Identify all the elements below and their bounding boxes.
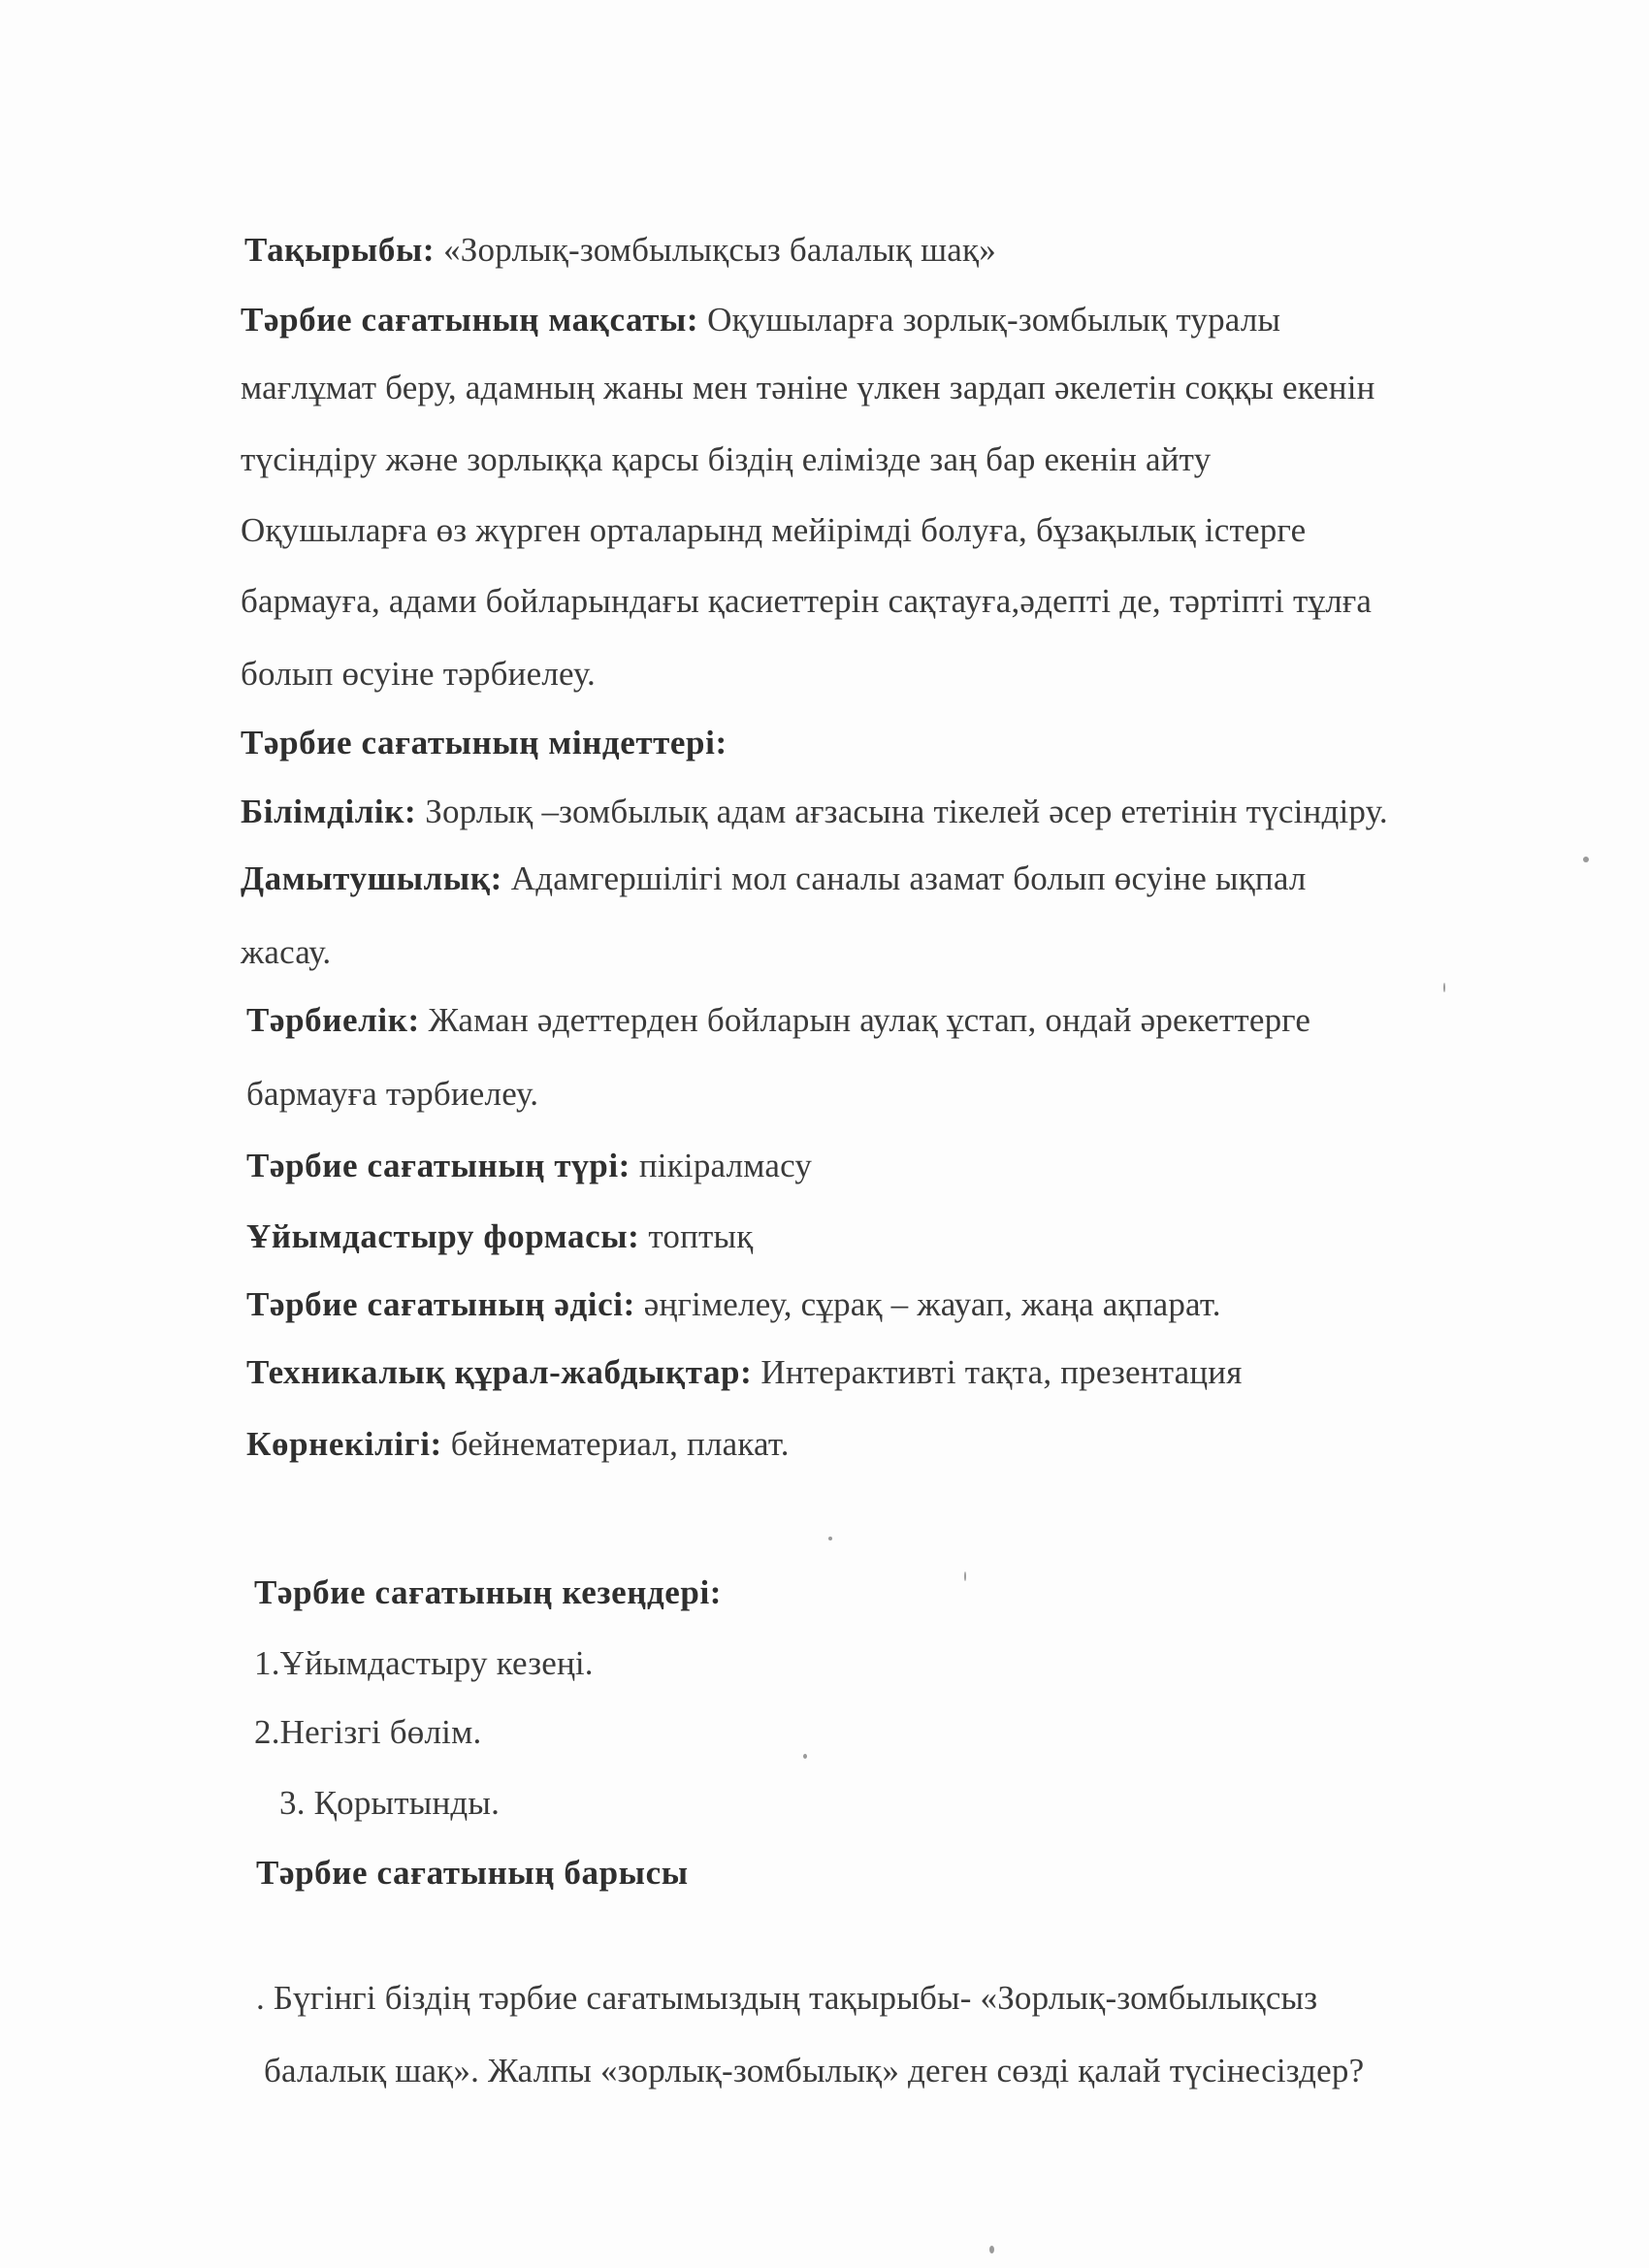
stages-heading [254,1571,722,1614]
upbringing-text-2: бармауға тәрбиелеу. [246,1075,539,1113]
goal-text-3: түсіндіру және зорлыққа қарсы біздің елімізде заң бар екенін айту [241,440,1212,478]
upbringing-label: Тәрбиелік: [246,1001,420,1039]
equipment-line [246,1351,1243,1394]
educational-line [241,791,1388,833]
progress-heading [256,1852,689,1895]
goal-text-5: бармауға, адами бойларындағы қасиеттерін сақтауға,әдепті де, тәртіпті тұлға [241,582,1373,620]
type-line [246,1145,812,1187]
goal-text-4: Оқушыларға өз жүрген орталарынд мейірімді болуға, бұзақылық істерге [241,511,1307,549]
scan-speck [1443,983,1445,992]
form-text: топтық [639,1217,754,1255]
scan-speck [989,2246,994,2253]
method-text: әңгімелеу, сұрақ – жауап, жаңа ақпарат. [634,1285,1221,1323]
method-label: Тәрбие сағатының әдісі: [246,1285,635,1323]
progress-heading-text: Тәрбие сағатының барысы [256,1854,689,1892]
stage-item [254,1711,481,1754]
upbringing-text-1: Жаман әдеттерден бойларын аулақ ұстап, ондай әрекеттерге [419,1001,1311,1039]
intro-line-2 [264,2050,1364,2092]
topic-label: Тақырыбы: [244,231,436,269]
developmental-line-1 [241,858,1307,900]
tasks-heading-text: Тәрбие сағатының міндеттері: [241,724,728,761]
scan-speck [803,1754,807,1759]
developmental-line-2 [241,931,331,974]
intro-text-2: балалық шақ». Жалпы «зорлық-зомбылық» деген сөзді қалай түсінесіздер? [264,2052,1365,2090]
upbringing-line-2 [246,1073,538,1116]
type-text: пікіралмасу [630,1147,813,1184]
visuals-text: бейнематериал, плакат. [441,1425,790,1463]
visuals-line [246,1423,790,1466]
scan-speck [964,1571,966,1581]
stage-item-text: 1.Ұйымдастыру кезеңі. [254,1644,594,1682]
stage-item-text: 3. Қорытынды. [279,1784,501,1822]
topic-line [244,229,996,272]
form-line [246,1215,753,1258]
tasks-heading [241,722,728,764]
form-label: Ұйымдастыру формасы: [246,1217,640,1255]
developmental-text-1: Адамгершілігі мол саналы азамат болып өсуіне ықпал [501,859,1307,897]
visuals-label: Көрнекілігі: [246,1425,442,1463]
stage-item [279,1782,500,1825]
developmental-text-2: жасау. [241,933,332,971]
equipment-label: Техникалық құрал-жабдықтар: [246,1353,753,1391]
scan-speck [1583,857,1589,862]
goal-text-1: Оқушыларға зорлық-зомбылық туралы [698,301,1281,339]
goal-line-1 [241,299,1280,341]
goal-label: Тәрбие сағатының мақсаты: [241,301,699,339]
goal-line-2 [241,367,1375,409]
goal-text-6: болып өсуіне тәрбиелеу. [241,655,596,693]
goal-line-4 [241,509,1306,552]
intro-text-1: . Бүгінгі біздің тәрбие сағатымыздың тақырыбы- «Зорлық-зомбылықсыз [256,1979,1318,2017]
goal-line-5 [241,580,1372,623]
developmental-label: Дамытушылық: [241,859,502,897]
upbringing-line-1 [246,999,1310,1042]
type-label: Тәрбие сағатының түрі: [246,1147,630,1184]
goal-text-2: мағлұмат беру, адамның жаны мен тәніне үлкен зардап әкелетін соққы екенін [241,369,1375,406]
stage-item-text: 2.Негізгі бөлім. [254,1713,482,1751]
method-line [246,1283,1221,1326]
intro-line-1 [256,1977,1317,2020]
equipment-text: Интерактивті тақта, презентация [752,1353,1243,1391]
scan-speck [828,1537,832,1540]
topic-text: «Зорлық-зомбылықсыз балалық шақ» [435,231,996,269]
educational-text: Зорлық –зомбылық адам ағзасына тікелей әсер ететінін түсіндіру. [416,793,1388,830]
stages-heading-text: Тәрбие сағатының кезеңдері: [254,1573,723,1611]
stage-item [254,1642,594,1685]
goal-line-6 [241,653,596,696]
educational-label: Білімділік: [241,793,417,830]
goal-line-3 [241,438,1211,481]
